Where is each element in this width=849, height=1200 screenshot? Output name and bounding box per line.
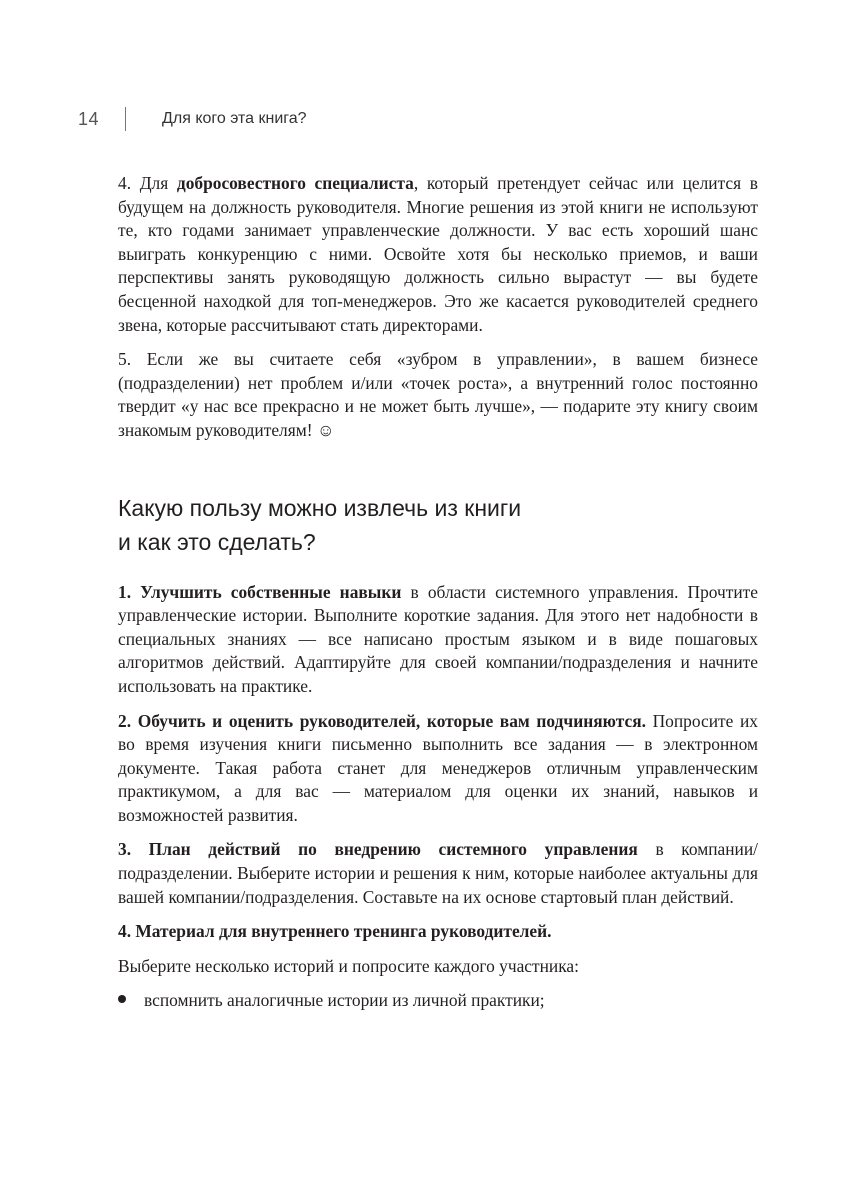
audience-item-5 <box>118 348 758 442</box>
section-heading-line-2: и как это сделать? <box>118 528 316 555</box>
audience-item-4 <box>118 172 758 337</box>
chapter-title: Для кого эта книга? <box>162 110 307 127</box>
benefit-item-4-bold: 4. Материал для внутреннего тренинга руководителей. <box>118 921 552 942</box>
benefit-item-2 <box>118 710 758 828</box>
section-heading <box>118 491 758 559</box>
bullet-item <box>118 989 758 1013</box>
section-heading-line-1: Какую пользу можно извлечь из книги <box>118 494 522 521</box>
bullet-item-text: вспомнить аналогичные истории из личной практики; <box>144 990 545 1011</box>
benefit-item-1-bold: 1. Улучшить собственные навыки <box>118 581 402 602</box>
audience-item-4-text: , который претендует сейчас или целится в будущем на должность руководителя. Многие решения из этой книги не используют те, кто годами занимает управленческие должности. У вас есть хороший шанс выиграть конкуренцию с ними. Освойте хотя бы несколько приемов, и ваши перспективы занять руководящую должность сильно вырастут — вы будете бесценной находкой для топ-менеджеров. Это же касается руководителей среднего звена, которые рассчитывают стать директорами. <box>118 173 759 335</box>
benefit-item-1-text: в области системного управления. Прочтите управленческие истории. Выполните короткие задания. Для этого нет надобности в специальных знаниях — все написано простым языком и в виде пошаговых алгоритмов действий. Адаптируйте для своей компании/подразделения и начните использовать на практике. <box>118 581 758 696</box>
running-header <box>78 106 307 132</box>
benefit-item-2-text: Попросите их во время изучения книги письменно выполнить все задания — в электронном документе. Такая работа станет для менеджеров отличным управленческим практикумом, а для вас — материалом для оценки их знаний, навыков и возможностей развития. <box>118 710 758 825</box>
page-content <box>118 172 758 1013</box>
benefit-item-2-bold: 2. Обучить и оценить руководителей, которые вам подчиняются. <box>118 710 646 731</box>
audience-item-4-prefix: 4. Для <box>118 173 177 193</box>
benefit-item-4 <box>118 920 758 944</box>
page-number: 14 <box>78 108 100 129</box>
benefit-item-3-bold: 3. План действий по внедрению системного управления <box>118 839 638 860</box>
bullet-icon <box>118 995 126 1003</box>
header-divider <box>125 107 126 131</box>
benefit-item-1 <box>118 581 758 699</box>
benefit-item-3 <box>118 838 758 909</box>
benefit-item-4-intro: Выберите несколько историй и попросите каждого участника: <box>118 955 579 976</box>
benefit-item-3-text: в компании/подразделении. Выберите истории и решения к ним, которые наиболее актуальны для вашей компании/подразделения. Составьте на их основе стартовый план действий. <box>118 839 758 907</box>
audience-item-4-bold: добросовестного специалиста <box>176 173 414 193</box>
audience-item-5-text: 5. Если же вы считаете себя «зубром в управлении», в вашем бизнесе (подразделении) нет проблем и/или «точек роста», а внутренний голос постоянно твердит «у нас все прекрасно и не может быть лучше», — подарите эту книгу своим знакомым руководителям! ☺ <box>118 349 758 440</box>
